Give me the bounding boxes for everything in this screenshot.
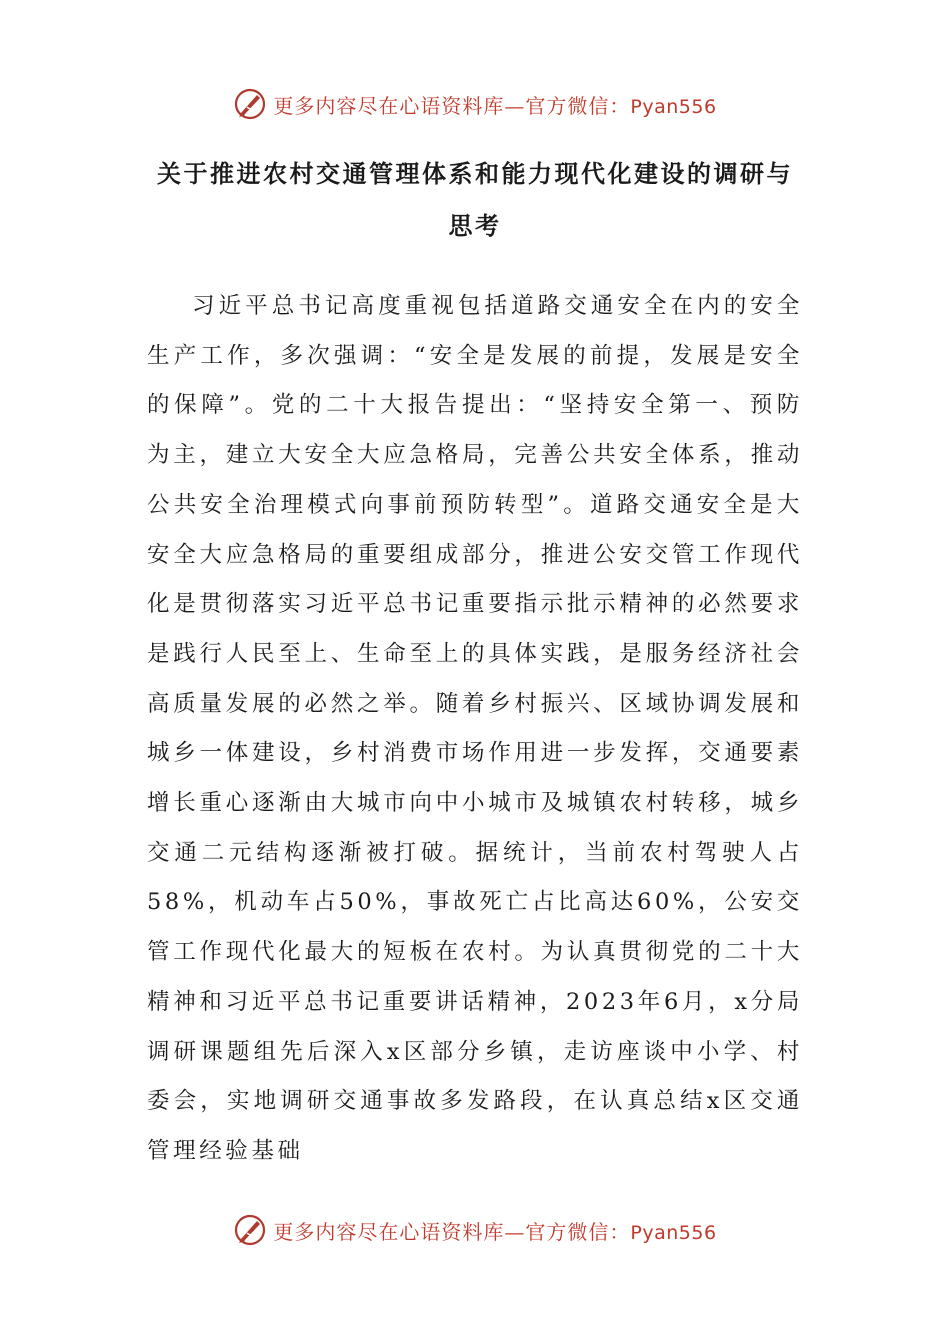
banner-dash: — — [504, 93, 526, 118]
banner-dash: — — [504, 1219, 526, 1244]
banner-text — [273, 90, 716, 119]
banner-site-text: 更多内容尽在心语资料库 — [273, 93, 505, 118]
pen-logo-icon — [233, 87, 267, 121]
footer-banner — [0, 1210, 950, 1250]
header-banner — [0, 84, 950, 124]
banner-text — [273, 1216, 716, 1245]
document-title: 关于推进农村交通管理体系和能力现代化建设的调研与思考 — [157, 160, 793, 240]
banner-wechat-label: 官方微信： — [525, 1219, 631, 1244]
banner-wechat-label: 官方微信： — [525, 93, 631, 118]
banner-wechat-id: Pyan556 — [630, 95, 717, 118]
banner-site-text: 更多内容尽在心语资料库 — [273, 1219, 505, 1244]
body-paragraph: 习近平总书记高度重视包括道路交通安全在内的安全生产工作，多次强调：“安全是发展的前提，发展是安全的保障”。党的二十大报告提出：“坚持安全第一、预防为主，建立大安全大应急格局，完善公共安全体系，推动公共安全治理模式向事前预防转型”。道路交通安全是大安全大应急格局的重要组成部分，推进公安交管工作现代化是贯彻落实习近平总书记重要指示批示精神的必然要求是践行人民至上、生命至上的具体实践，是服务经济社会高质量发展的必然之举。随着乡村振兴、区域协调发展和城乡一体建设，乡村消费市场作用进一步发挥，交通要素增长重心逐渐由大城市向中小城市及城镇农村转移，城乡交通二元结构逐渐被打破。据统计，当前农村驾驶人占58%，机动车占50%，事故死亡占比高达60%，公安交管工作现代化最大的短板在农村。为认真贯彻党的二十大精神和习近平总书记重要讲话精神，2023年6月，x分局调研课题组先后深入x区部分乡镇，走访座谈中小学、村委会，实地调研交通事故多发路段，在认真总结x区交通管理经验基础 — [147, 293, 803, 1164]
banner-wechat-id: Pyan556 — [630, 1221, 717, 1244]
pen-logo-icon — [233, 1213, 267, 1247]
